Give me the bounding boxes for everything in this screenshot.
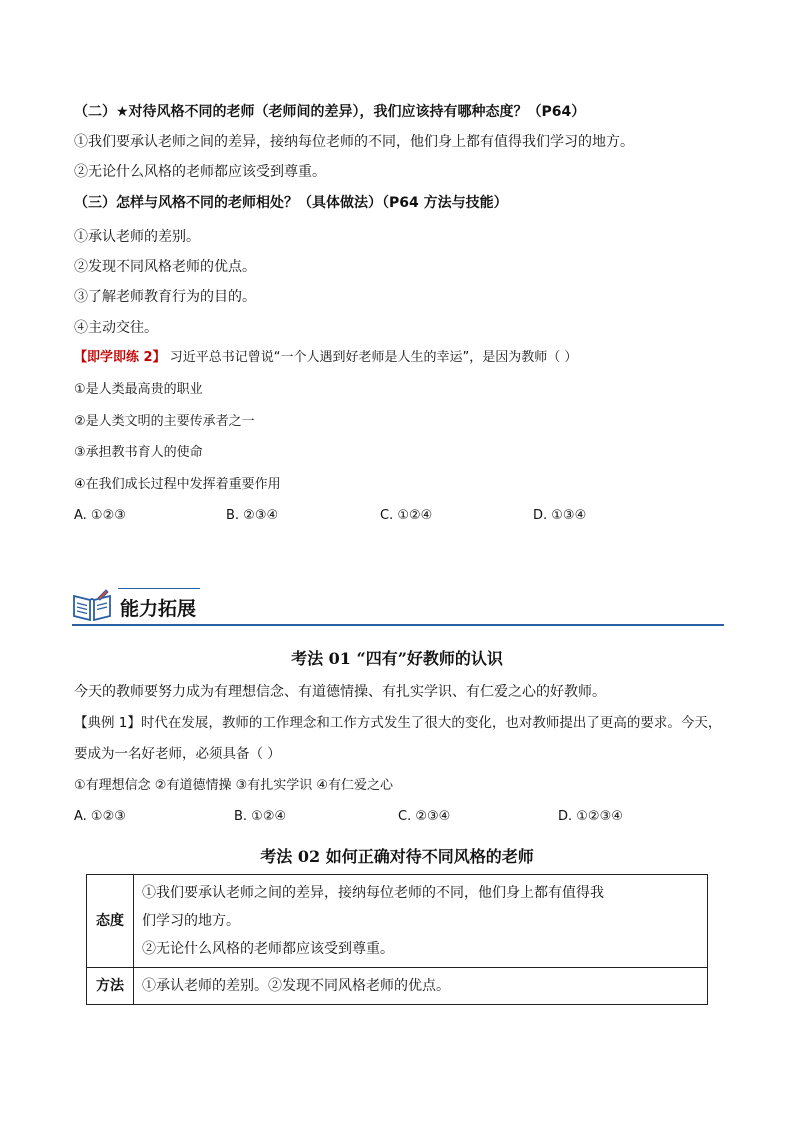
attitude-line-3: ②无论什么风格的老师都应该受到尊重。 [142, 941, 394, 957]
exercise-question [74, 348, 577, 368]
section-divider [72, 624, 724, 626]
method-line-1: ①承认老师的差别。②发现不同风格老师的优点。 [142, 978, 450, 994]
row-body-method [134, 968, 708, 1005]
part3-heading: （三）怎样与风格不同的老师相处？（具体做法）（P64 方法与技能） [74, 195, 508, 211]
part2-line-2: ②无论什么风格的老师都应该受到尊重。 [74, 164, 326, 180]
exercise-choice-d: D. ①③④ [533, 508, 587, 523]
topic1-title: 考法 01 “四有”好教师的认识 [291, 649, 503, 668]
topic1-choice-a: A. ①②③ [74, 809, 126, 824]
exercise-tag: 【即学即练 2】 [74, 350, 166, 365]
exercise-item-2: ②是人类文明的主要传承者之一 [74, 414, 255, 429]
topic1-example-line-1: 【典例 1】时代在发展，教师的工作理念和工作方式发生了很大的变化，也对教师提出了更高的要求。今天， [74, 715, 722, 731]
topic1-choice-d: D. ①②③④ [558, 809, 623, 824]
exercise-stem: 习近平总书记曾说“一个人遇到好老师是人生的幸运”，是因为教师（ ） [169, 350, 578, 365]
part2-heading: （二）★对待风格不同的老师（老师间的差异），我们应该持有哪种态度？（P64） [74, 104, 586, 120]
part3-line-2: ②发现不同风格老师的优点。 [74, 259, 256, 275]
exercise-item-4: ④在我们成长过程中发挥着重要作用 [74, 477, 281, 492]
exercise-choice-b: B. ②③④ [226, 508, 279, 523]
attitude-line-1: ①我们要承认老师之间的差异，接纳每位老师的不同，他们身上都有值得我 [142, 885, 604, 901]
table-row-attitude [87, 875, 708, 968]
row-head-attitude: 态度 [87, 875, 134, 968]
section-title: 能力拓展 [120, 598, 197, 620]
methods-table [86, 874, 708, 1005]
topic1-intro: 今天的教师要努力成为有理想信念、有道德情操、有扎实学识、有仁爱之心的好教师。 [74, 684, 606, 700]
topic1-example-line-2: 要成为一名好老师，必须具备（ ） [74, 746, 281, 762]
book-icon [72, 588, 112, 622]
exercise-choice-c: C. ①②④ [380, 508, 433, 523]
exercise-item-1: ①是人类最高贵的职业 [74, 382, 203, 397]
topic1-choice-c: C. ②③④ [398, 809, 451, 824]
section-header-topline [118, 588, 200, 589]
part3-line-1: ①承认老师的差别。 [74, 229, 200, 245]
table-row-method [87, 968, 708, 1005]
attitude-line-2: 们学习的地方。 [142, 913, 240, 929]
topic2-title: 考法 02 如何正确对待不同风格的老师 [260, 847, 534, 866]
row-head-method: 方法 [87, 968, 134, 1005]
part2-line-1: ①我们要承认老师之间的差异，接纳每位老师的不同，他们身上都有值得我们学习的地方。 [74, 134, 634, 150]
topic1-items: ①有理想信念 ②有道德情操 ③有扎实学识 ④有仁爱之心 [74, 778, 394, 793]
topic1-choice-b: B. ①②④ [234, 809, 287, 824]
part3-line-4: ④主动交往。 [74, 320, 158, 336]
section-header [72, 584, 724, 626]
part3-line-3: ③了解老师教育行为的目的。 [74, 289, 256, 305]
exercise-choice-a: A. ①②③ [74, 508, 126, 523]
exercise-item-3: ③承担教书育人的使命 [74, 445, 203, 460]
row-body-attitude [134, 875, 708, 968]
